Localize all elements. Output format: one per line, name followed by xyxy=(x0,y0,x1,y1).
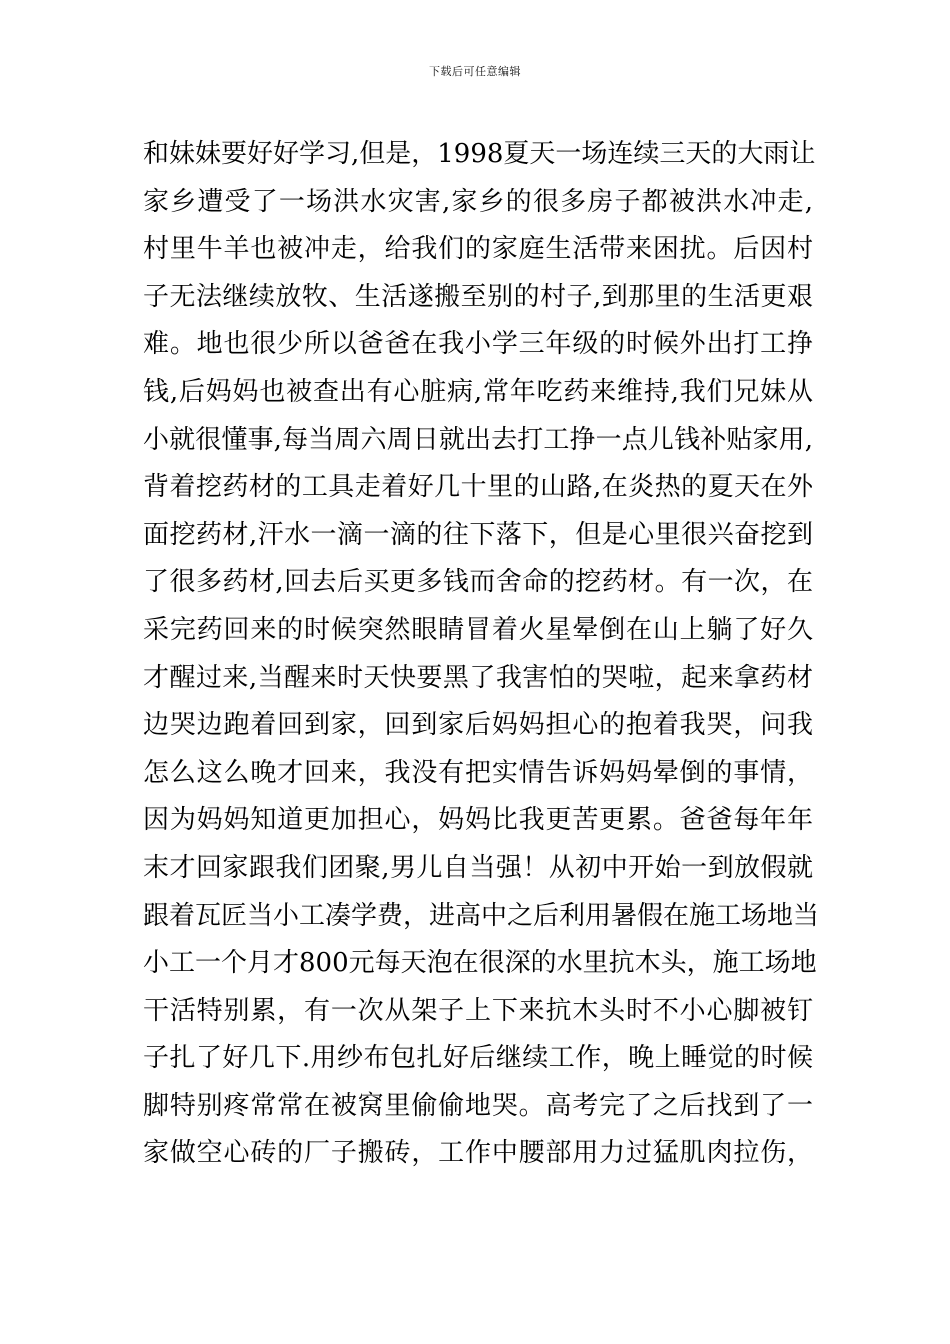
text-line: 子无法继续放牧、生活遂搬至别的村子,到那里的生活更艰 xyxy=(143,281,813,312)
text-line: 家乡遭受了一场洪水灾害,家乡的很多房子都被洪水冲走, xyxy=(143,186,813,217)
text-line: 村里牛羊也被冲走，给我们的家庭生活带来困扰。后因村 xyxy=(143,234,813,265)
text-line: 钱,后妈妈也被查出有心脏病,常年吃药来维持,我们兄妹从 xyxy=(143,376,813,407)
text-line: 干活特别累，有一次从架子上下来抗木头时不小心脚被钉 xyxy=(143,995,813,1026)
text-line: 末才回家跟我们团聚,男儿自当强！从初中开始一到放假就 xyxy=(143,852,813,883)
text-line: 因为妈妈知道更加担心，妈妈比我更苦更累。爸爸每年年 xyxy=(143,805,813,836)
text-line: 和妹妹要好好学习,但是，1998夏天一场连续三天的大雨让 xyxy=(143,139,816,169)
body-paragraph xyxy=(143,131,820,1178)
text-line: 背着挖药材的工具走着好几十里的山路,在炎热的夏天在外 xyxy=(143,472,813,503)
text-line: 了很多药材,回去后买更多钱而舍命的挖药材。有一次，在 xyxy=(143,567,813,598)
text-line: 小工一个月才800元每天泡在很深的水里抗木头，施工场地 xyxy=(143,948,817,979)
page-header: 下载后可任意编辑 xyxy=(429,65,521,78)
text-line: 家做空心砖的厂子搬砖，工作中腰部用力过猛肌肉拉伤， xyxy=(143,1138,813,1169)
text-line: 跟着瓦匠当小工凑学费，进高中之后利用暑假在施工场地当 xyxy=(143,900,820,931)
text-line: 脚特别疼常常在被窝里偷偷地哭。高考完了之后找到了一 xyxy=(143,1090,813,1121)
text-line: 才醒过来,当醒来时天快要黑了我害怕的哭啦，起来拿药材 xyxy=(143,662,813,693)
text-line: 边哭边跑着回到家，回到家后妈妈担心的抱着我哭，问我 xyxy=(143,710,813,741)
text-line: 怎么这么晚才回来，我没有把实情告诉妈妈晕倒的事情， xyxy=(143,757,813,788)
text-line: 难。地也很少所以爸爸在我小学三年级的时候外出打工挣 xyxy=(143,329,813,360)
text-line: 采完药回来的时候突然眼睛冒着火星晕倒在山上躺了好久 xyxy=(143,614,813,645)
text-line: 小就很懂事,每当周六周日就出去打工挣一点儿钱补贴家用, xyxy=(143,424,813,455)
text-line: 子扎了好几下.用纱布包扎好后继续工作，晚上睡觉的时候 xyxy=(143,1043,813,1074)
text-line: 面挖药材,汗水一滴一滴的往下落下，但是心里很兴奋挖到 xyxy=(143,519,813,550)
